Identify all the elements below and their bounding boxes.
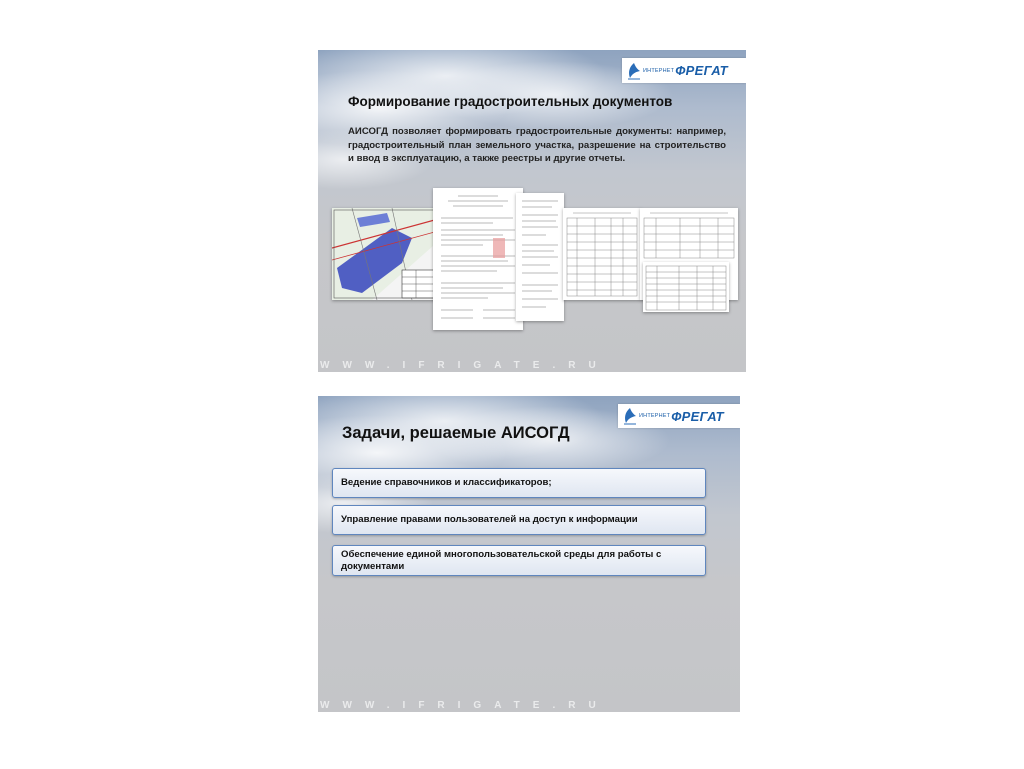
task-item-label: Управление правами пользователей на доступ к информации xyxy=(341,514,638,525)
sail-icon xyxy=(626,62,642,80)
frigate-logo xyxy=(618,404,740,428)
slide-footer-url: WWW.IFRIGATE.RU xyxy=(320,700,609,711)
frigate-logo xyxy=(622,58,746,83)
sail-icon xyxy=(622,407,638,425)
slide-title: Формирование градостроительных документов xyxy=(348,94,673,109)
task-item xyxy=(332,545,706,576)
document-page-image xyxy=(433,188,523,330)
slide-title: Задачи, решаемые АИСОГД xyxy=(342,424,570,442)
table-document-image xyxy=(643,262,729,312)
task-item xyxy=(332,468,706,498)
task-item-label: Ведение справочников и классификаторов; xyxy=(341,477,552,488)
site-plan-map-image xyxy=(332,208,442,300)
slide-documents xyxy=(318,50,746,372)
task-item-label: Обеспечение единой многопользовательской среды для работы с документами xyxy=(341,548,662,572)
table-document-image xyxy=(563,208,641,300)
logo-big-text: ФРЕГАТ xyxy=(675,63,728,78)
slide-footer-url: WWW.IFRIGATE.RU xyxy=(320,360,609,371)
slide-tasks xyxy=(318,396,740,712)
logo-small-text: ИНТЕРНЕТ xyxy=(643,67,675,74)
document-page-image xyxy=(516,193,564,321)
logo-big-text: ФРЕГАТ xyxy=(671,408,724,424)
slide-description: АИСОГД позволяет формировать градостроительные документы: например, градостроительный план земельного участка, разрешение на строительство и ввод в эксплуатацию, а также реестры и другие отчеты. xyxy=(348,126,726,165)
logo-small-text: ИНТЕРНЕТ xyxy=(639,413,671,419)
task-item xyxy=(332,505,706,535)
